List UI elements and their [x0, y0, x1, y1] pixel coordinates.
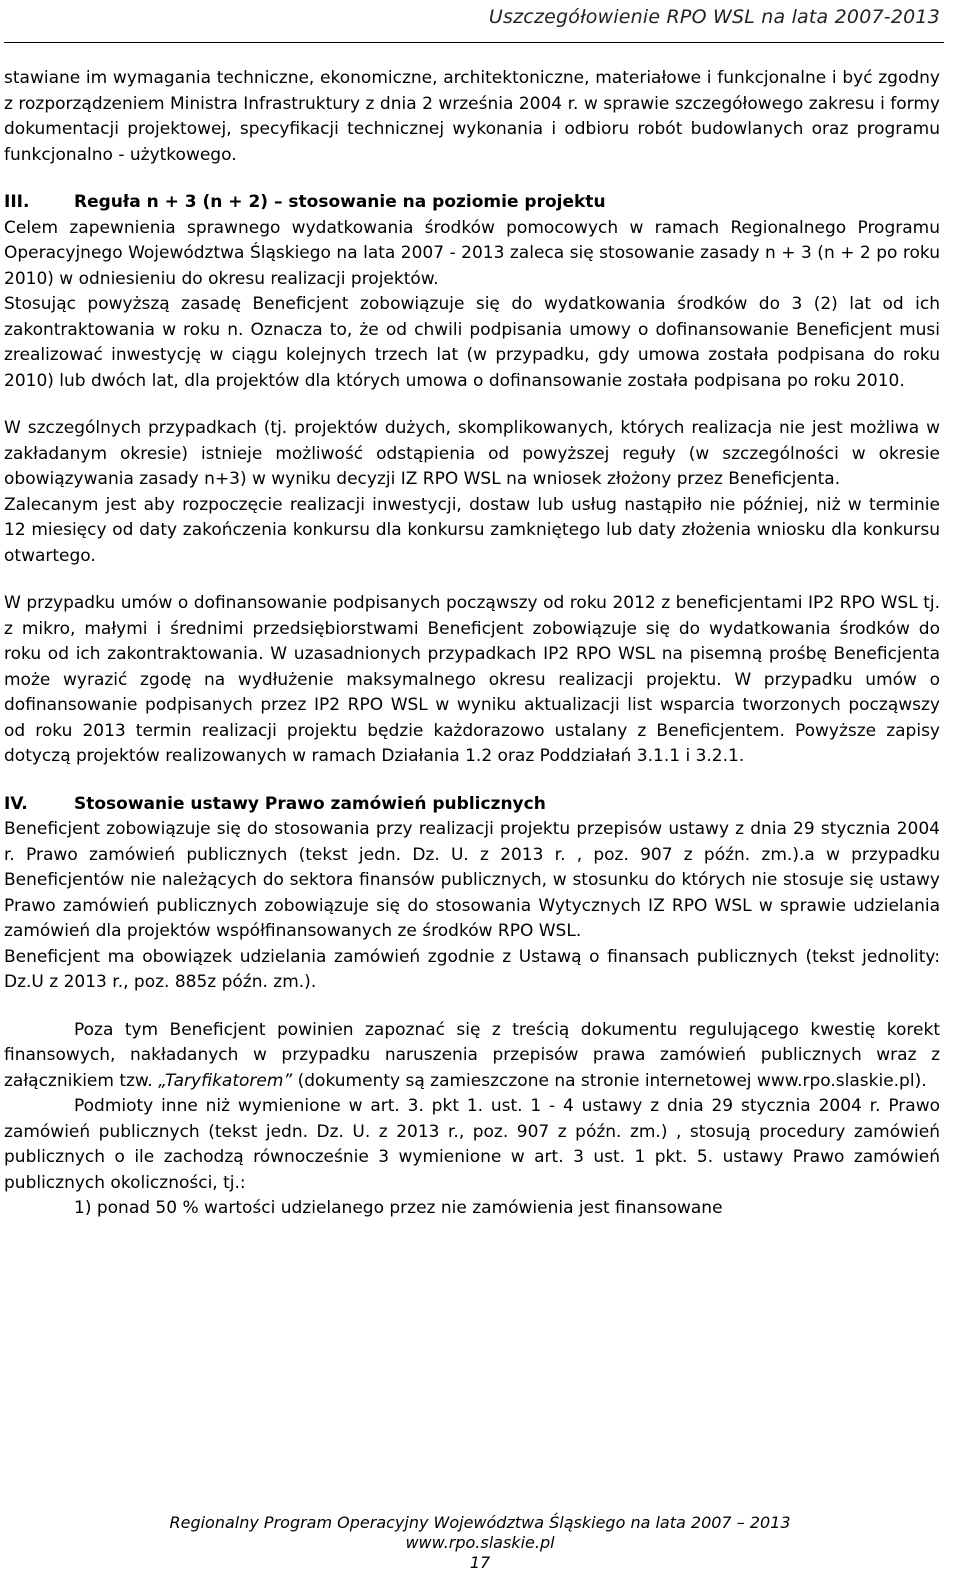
- footer-website: www.rpo.slaskie.pl: [405, 1533, 555, 1552]
- paragraph: W przypadku umów o dofinansowanie podpisanych począwszy od roku 2012 z beneficjentami IP2 RPO WSL tj. z mikro, małymi i średnimi przedsiębiorstwami Beneficjent zobowiązuje się do wydatkowania środków do roku od ich zakontraktowania. W uzasadnionych przypadkach IP2 RPO WSL na pisemną prośbę Beneficjenta może wyrazić zgodę na wydłużenie maksymalnego okresu realizacji projektu. W przypadku umów o dofinansowanie podpisanych przez IP2 RPO WSL w wyniku aktualizacji list wsparcia tworzonych począwszy od roku 2013 termin realizacji projektu będzie każdorazowo ustalany z Beneficjentem. Powyższe zapisy dotyczą projektów realizowanych w ramach Działania 1.2 oraz Poddziałań 3.1.1 i 3.2.1.: [4, 593, 940, 766]
- paragraph: [4, 1018, 940, 1095]
- section-number: IV.: [4, 793, 28, 814]
- section-heading-iii: [4, 190, 940, 216]
- page-footer: [0, 1513, 960, 1573]
- section-number: III.: [4, 192, 30, 212]
- paragraph: Stosując powyższą zasadę Beneficjent zobowiązuje się do wydatkowania środków do 3 (2) lat od ich zakontraktowania w roku n. Oznacza to, że od chwili podpisania umowy o dofinansowanie Beneficjent musi zrealizować inwestycję w ciągu kolejnych trzech lat (w przypadku, gdy umowa została podpisana do roku 2010) lub dwóch lat, dla projektów dla których umowa o dofinansowanie została podpisana po roku 2010.: [4, 294, 940, 391]
- page-number: 17: [469, 1553, 491, 1572]
- paragraph: Podmioty inne niż wymienione w art. 3. pkt 1. ust. 1 - 4 ustawy z dnia 29 stycznia 2004 r. Prawo zamówień publicznych (tekst jedn. Dz. U. z 2013 r., poz. 907 z późn. zm.) , stosują procedury zamówień publicznych o ile zachodzą równocześnie 3 wymienione w art. 3 ust. 1 pkt. 5. ustawy Prawo zamówień publicznych okoliczności, tj.:: [4, 1096, 940, 1193]
- section-title: Stosowanie ustawy Prawo zamówień publicznych: [74, 793, 546, 814]
- section-heading-iv: [4, 792, 940, 818]
- list-item: 1) ponad 50 % wartości udzielanego przez nie zamówienia jest finansowane: [74, 1198, 723, 1218]
- running-header: Uszczegółowienie RPO WSL na lata 2007-2013: [488, 6, 940, 28]
- document-body: [4, 66, 940, 1222]
- text-run: (dokumenty są zamieszczone na stronie internetowej www.rpo.slaskie.pl).: [292, 1070, 927, 1091]
- paragraph: stawiane im wymagania techniczne, ekonomiczne, architektoniczne, materiałowe i funkcjonalne i być zgodny z rozporządzeniem Ministra Infrastruktury z dnia 2 września 2004 r. w sprawie szczegółowego zakresu i formy dokumentacji projektowej, specyfikacji technicznej wykonania i odbioru robót budowlanych oraz programu funkcjonalno - użytkowego.: [4, 68, 940, 165]
- paragraph: Zalecanym jest aby rozpoczęcie realizacji inwestycji, dostaw lub usług nastąpiło nie później, niż w terminie 12 miesięcy od daty zakończenia konkursu dla konkursu zamkniętego lub daty złożenia wniosku dla konkursu otwartego.: [4, 494, 940, 566]
- paragraph: W szczególnych przypadkach (tj. projektów dużych, skomplikowanych, których realizacja nie jest możliwa w zakładanym okresie) istnieje możliwość odstąpienia od powyższej reguły (w szczególności w okresie obowiązywania zasady n+3) w wyniku decyzji IZ RPO WSL na wniosek złożony przez Beneficjenta.: [4, 418, 940, 489]
- section-title: Reguła n + 3 (n + 2) – stosowanie na poziomie projektu: [74, 192, 606, 212]
- text-run: Poza tym Beneficjent powinien zapoznać się z treścią dokumentu regulującego kwestię korekt finansowych, nakładanych w przypadku naruszenia przepisów prawa zamówień publicznych wraz z załącznikiem tzw.: [4, 1019, 940, 1091]
- footer-program: Regionalny Program Operacyjny Województwa Śląskiego na lata 2007 – 2013: [169, 1513, 791, 1532]
- italic-text: „Taryfikatorem”: [158, 1070, 293, 1091]
- header-rule: [4, 42, 944, 43]
- paragraph: Beneficjent ma obowiązek udzielania zamówień zgodnie z Ustawą o finansach publicznych (tekst jednolity: Dz.U z 2013 r., poz. 885z późn. zm.).: [4, 946, 940, 992]
- paragraph: Celem zapewnienia sprawnego wydatkowania środków pomocowych w ramach Regionalnego Programu Operacyjnego Województwa Śląskiego na lata 2007 - 2013 zaleca się stosowanie zasady n + 3 (n + 2 po roku 2010) w odniesieniu do okresu realizacji projektów.: [4, 217, 940, 289]
- paragraph: Beneficjent zobowiązuje się do stosowania przy realizacji projektu przepisów ustawy z dnia 29 stycznia 2004 r. Prawo zamówień publicznych (tekst jedn. Dz. U. z 2013 r. , poz. 907 z późn. zm.).a w przypadku Beneficjentów nie należących do sektora finansów publicznych, w stosunku do których nie stosuje się ustawy Prawo zamówień publicznych zobowiązuje się do stosowania Wytycznych IZ RPO WSL w sprawie udzielania zamówień dla projektów współfinansowanych ze środków RPO WSL.: [4, 819, 940, 941]
